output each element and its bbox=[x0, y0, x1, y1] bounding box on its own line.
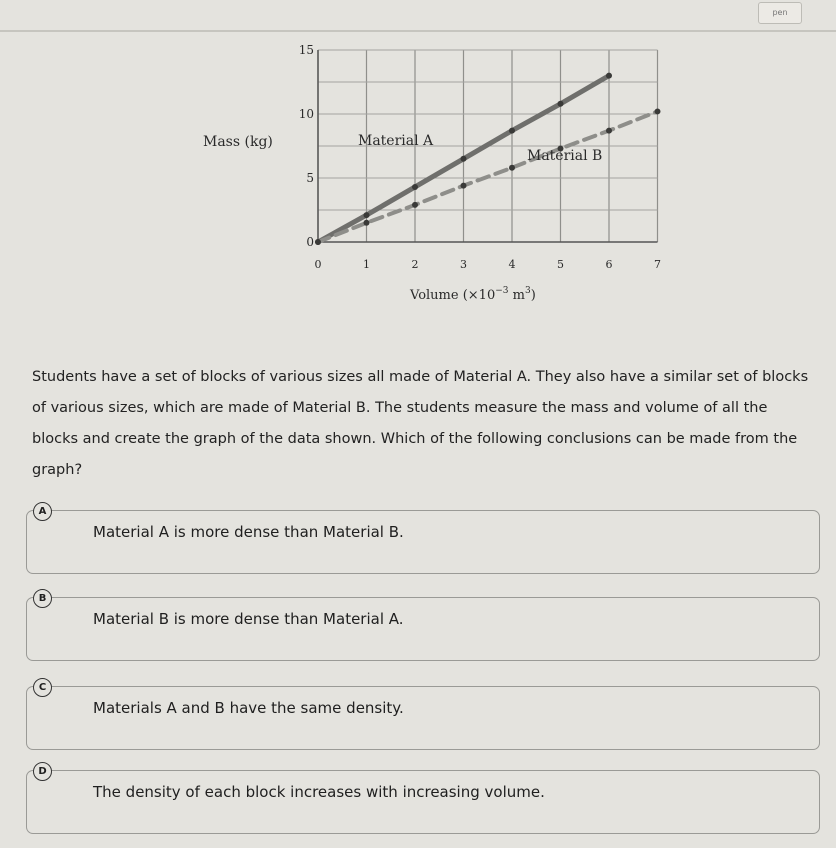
data-point bbox=[606, 73, 612, 79]
x-axis-label-part: Volume (×10 bbox=[410, 288, 496, 303]
data-point bbox=[364, 212, 370, 218]
y-tick-label: 15 bbox=[298, 43, 314, 57]
option-b-letter: B bbox=[33, 589, 52, 608]
option-c-text: Materials A and B have the same density. bbox=[93, 699, 404, 717]
data-point bbox=[412, 184, 418, 190]
toolbar-button[interactable]: pen bbox=[758, 2, 802, 24]
data-point bbox=[461, 156, 467, 162]
x-axis-label-part: 3 bbox=[524, 286, 531, 296]
option-a[interactable] bbox=[26, 506, 820, 574]
x-tick-label: 1 bbox=[363, 258, 370, 271]
data-point bbox=[509, 128, 515, 134]
option-b[interactable] bbox=[26, 593, 820, 661]
question-text: Students have a set of blocks of various sizes all made of Material A. They also have a similar set of blocks of various sizes, which are made of Material B. The students measure the mass and volume of all the blocks and create the graph of the data shown. Which of the following conclusions can be made from the graph? bbox=[32, 369, 809, 478]
option-a-letter: A bbox=[33, 502, 52, 521]
data-point bbox=[655, 108, 661, 114]
y-tick-label: 5 bbox=[306, 171, 314, 185]
option-d-text: The density of each block increases with increasing volume. bbox=[93, 783, 545, 801]
data-point bbox=[461, 183, 467, 189]
legend-material-a: Material A bbox=[358, 133, 434, 149]
x-axis-label-part: −3 bbox=[495, 286, 509, 296]
y-tick-label: 0 bbox=[306, 235, 314, 249]
option-d[interactable] bbox=[26, 766, 820, 834]
option-b-text: Material B is more dense than Material A. bbox=[93, 610, 404, 628]
x-axis-label-part: ) bbox=[530, 288, 536, 303]
data-point bbox=[412, 202, 418, 208]
data-point bbox=[315, 239, 321, 245]
x-axis-label-part: m bbox=[508, 288, 525, 303]
data-point bbox=[606, 128, 612, 134]
mass-volume-chart bbox=[0, 0, 836, 330]
data-point bbox=[509, 165, 515, 171]
y-axis-label: Mass (kg) bbox=[203, 134, 273, 150]
x-tick-label: 7 bbox=[654, 258, 661, 271]
x-tick-label: 2 bbox=[411, 258, 419, 271]
option-c[interactable] bbox=[26, 682, 820, 750]
x-tick-label: 6 bbox=[605, 258, 613, 271]
option-d-letter: D bbox=[33, 762, 52, 781]
x-tick-label: 0 bbox=[314, 258, 322, 271]
data-point bbox=[558, 101, 564, 107]
x-tick-label: 4 bbox=[508, 258, 516, 271]
x-axis-label bbox=[409, 286, 536, 303]
x-tick-label: 5 bbox=[557, 258, 564, 271]
x-tick-label: 3 bbox=[460, 258, 467, 271]
option-c-letter: C bbox=[33, 678, 52, 697]
data-point bbox=[364, 220, 370, 226]
option-a-text: Material A is more dense than Material B. bbox=[93, 523, 404, 541]
y-tick-label: 10 bbox=[298, 107, 314, 121]
legend-material-b: Material B bbox=[527, 148, 603, 164]
